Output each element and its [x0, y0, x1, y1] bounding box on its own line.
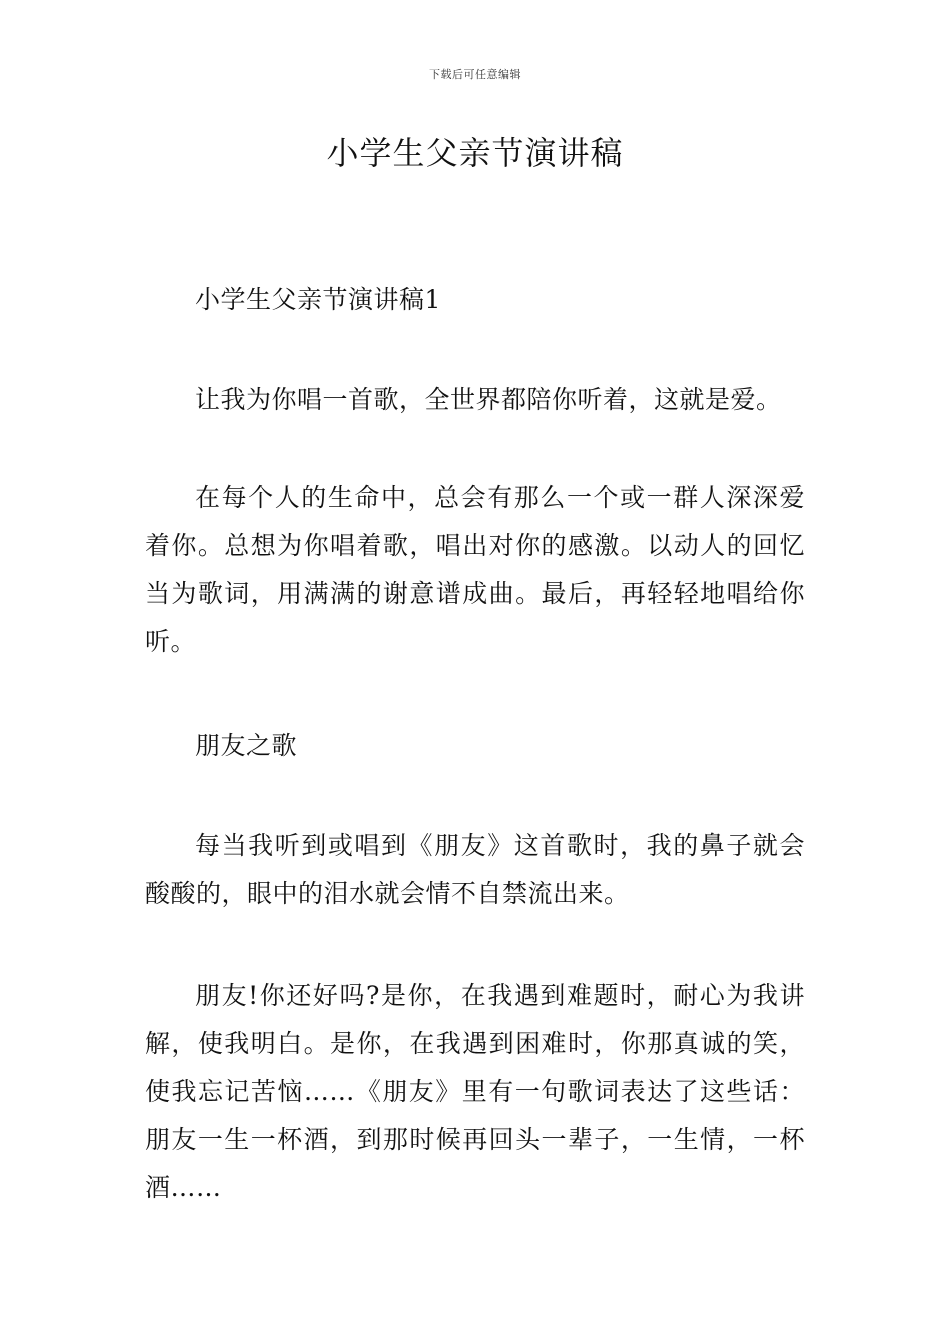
paragraph: 在每个人的生命中，总会有那么一个或一群人深深爱着你。总想为你唱着歌，唱出对你的感激。以动人的回忆当为歌词，用满满的谢意谱成曲。最后，再轻轻地唱给你听。: [145, 483, 805, 656]
paragraph: 让我为你唱一首歌，全世界都陪你听着，这就是爱。: [195, 385, 782, 414]
header-note: 下载后可任意编辑: [429, 68, 521, 81]
section-heading: 小学生父亲节演讲稿1: [195, 285, 441, 314]
document-title: 小学生父亲节演讲稿: [326, 134, 624, 172]
paragraph: 朋友!你还好吗?是你，在我遇到难题时，耐心为我讲解，使我明白。是你，在我遇到困难时，你那真诚的笑，使我忘记苦恼……《朋友》里有一句歌词表达了这些话：朋友一生一杯酒，到那时候再回头一辈子，一生情，一杯酒……: [145, 981, 805, 1202]
subsection-heading: 朋友之歌: [195, 731, 298, 760]
paragraph: 每当我听到或唱到《朋友》这首歌时，我的鼻子就会酸酸的，眼中的泪水就会情不自禁流出来。: [145, 831, 805, 908]
